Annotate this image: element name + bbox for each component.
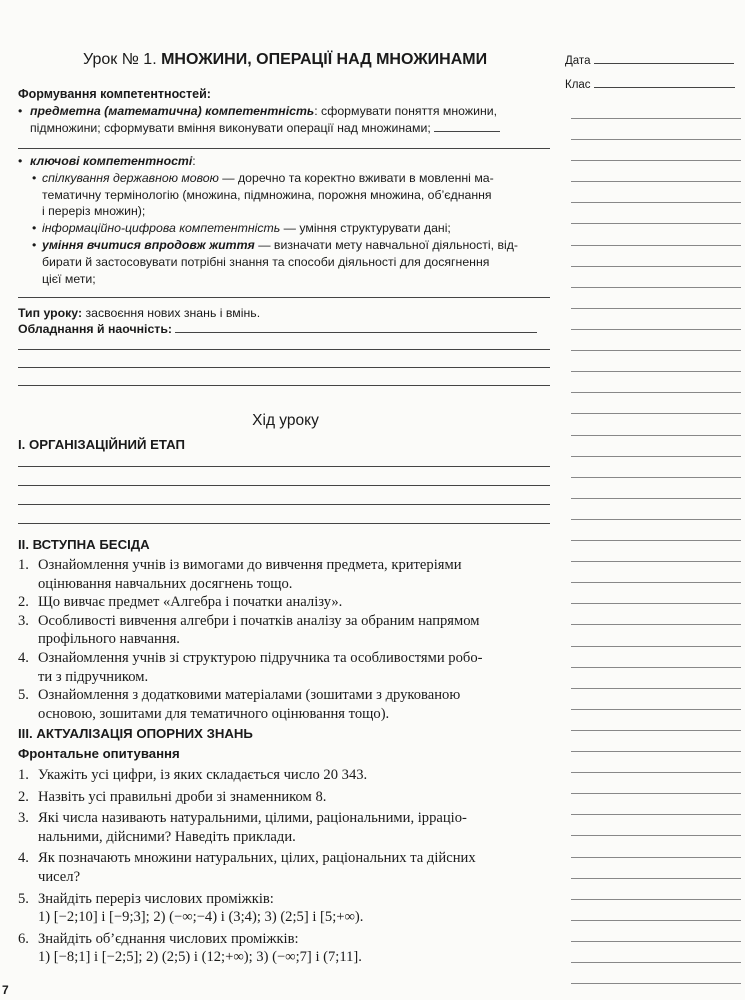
key-item-text: бирати й застосовувати потрібні знання та способи діяльності для досягнення — [42, 254, 490, 269]
list-item — [18, 612, 553, 649]
key-item-term: інформаційно-цифрова компетентність — [42, 221, 281, 236]
class-field — [565, 76, 735, 91]
note-line — [571, 139, 741, 140]
write-line — [18, 349, 550, 350]
list-item — [18, 788, 553, 807]
note-line — [571, 730, 741, 731]
note-line — [571, 561, 741, 562]
item-number: 3. — [18, 810, 29, 827]
write-line — [18, 485, 550, 486]
lesson-type — [18, 305, 553, 322]
key-item-term: уміння вчитися впродовж життя — [42, 237, 255, 252]
bullet-icon: • — [18, 103, 23, 118]
lesson-title — [83, 51, 487, 69]
key-item-text: і переріз множин); — [42, 204, 146, 219]
fill-line — [175, 322, 537, 333]
note-line — [571, 814, 741, 815]
item-text: Ознайомлення учнів зі структурою підручника та особливостями робо- — [38, 649, 483, 666]
list-item — [18, 686, 553, 723]
competencies-block — [18, 86, 553, 136]
item-number: 6. — [18, 930, 29, 947]
list-item — [18, 890, 553, 927]
item-text: Які числа називають натуральними, цілими, раціональними, ірраціо- — [38, 810, 467, 827]
item-text: 1) [−2;10] і [−9;3]; 2) (−∞;−4) і (3;4); 3) (2;5] і [5;+∞). — [38, 909, 364, 926]
item-number: 1. — [18, 557, 29, 573]
note-line — [571, 709, 741, 710]
date-label: Дата — [565, 55, 591, 67]
list-item — [18, 766, 553, 785]
write-line — [18, 148, 550, 149]
item-text: Особливості вивчення алгебри і початків аналізу за обраним напрямом — [38, 612, 480, 629]
note-line — [571, 202, 741, 203]
item-number: 4. — [18, 649, 29, 666]
note-line — [571, 308, 741, 309]
item-text: нальними, дійсними? Наведіть приклади. — [38, 828, 296, 845]
key-colon: : — [192, 154, 196, 168]
item-text: чисел? — [38, 868, 81, 885]
bullet-icon: • — [32, 170, 37, 185]
lesson-topic: МНОЖИНИ, ОПЕРАЦІЇ НАД МНОЖИНАМИ — [161, 51, 488, 68]
equipment — [18, 321, 553, 338]
note-line — [571, 245, 741, 246]
section-heading-2: II. ВСТУПНА БЕСІДА — [18, 537, 150, 552]
item-text: Знайдіть переріз числових проміжків: — [38, 890, 274, 907]
section-heading-3: III. АКТУАЛІЗАЦІЯ ОПОРНИХ ЗНАНЬ — [18, 726, 253, 741]
note-line — [571, 287, 741, 288]
subject-text-2: підмножини; сформувати вміння виконувати операції над множинами; — [30, 120, 431, 135]
fill-line — [434, 121, 500, 132]
note-line — [571, 582, 741, 583]
date-line — [594, 52, 734, 64]
item-number: 2. — [18, 788, 29, 805]
bullet-icon: • — [32, 237, 37, 252]
bullet-icon: • — [18, 154, 23, 168]
note-line — [571, 920, 741, 921]
item-number: 4. — [18, 850, 29, 867]
note-line — [571, 456, 741, 457]
note-line — [571, 899, 741, 900]
list-item — [18, 809, 553, 846]
item-text: Укажіть усі цифри, із яких складається число 20 343. — [38, 767, 368, 783]
list-item — [18, 930, 553, 967]
page-number: 7 — [2, 983, 9, 997]
note-line — [571, 350, 741, 351]
write-line — [18, 523, 550, 524]
note-line — [571, 688, 741, 689]
key-item-text: — визначати мету навчальної діяльності, від- — [254, 237, 518, 252]
note-line — [571, 519, 741, 520]
note-line — [571, 540, 741, 541]
item-number: 5. — [18, 687, 29, 704]
list-item — [18, 649, 553, 686]
item-number: 5. — [18, 890, 29, 907]
note-line — [571, 477, 741, 478]
item-number: 3. — [18, 612, 29, 629]
item-text: профільного навчання. — [38, 631, 180, 648]
note-line — [571, 392, 741, 393]
key-item — [32, 237, 553, 287]
class-line — [594, 76, 735, 88]
note-line — [571, 329, 741, 330]
note-line — [571, 667, 741, 668]
list-item — [18, 593, 553, 612]
note-line — [571, 413, 741, 414]
course-title: Хід уроку — [252, 412, 319, 429]
key-item — [32, 170, 553, 220]
note-line — [571, 835, 741, 836]
subject-text-1: : сформувати поняття множини, — [314, 103, 498, 118]
intro-list — [18, 556, 553, 723]
note-line — [571, 962, 741, 963]
class-label: Клас — [565, 79, 591, 91]
key-item-term: спілкування державною мовою — [42, 170, 219, 185]
item-text: Що вивчає предмет «Алгебра і початки аналізу». — [38, 594, 343, 611]
note-line — [571, 223, 741, 224]
item-text: ти з підручником. — [38, 668, 149, 685]
item-text: 1) [−8;1] і [−2;5]; 2) (2;5) і (12;+∞); 3) (−∞;7] і (7;11]. — [38, 949, 362, 966]
subject-competency — [18, 103, 553, 137]
subject-term: предметна (математична) компетентність — [30, 103, 315, 118]
key-term: ключові компетентності — [30, 154, 193, 168]
key-competencies — [18, 153, 553, 287]
note-line — [571, 603, 741, 604]
key-item-text: тематичну термінологію (множина, підмножина, порожня множина, об’єднання — [42, 187, 492, 202]
write-line — [18, 504, 550, 505]
bullet-icon: • — [32, 221, 37, 236]
note-line — [571, 878, 741, 879]
note-line — [571, 371, 741, 372]
list-item — [18, 849, 553, 886]
note-line — [571, 751, 741, 752]
key-item-text: цієї мети; — [42, 271, 96, 286]
key-item-text: — доречно та коректно вживати в мовленні ма- — [218, 170, 494, 185]
key-item-text: — уміння структурувати дані; — [280, 221, 451, 236]
write-line — [18, 367, 550, 368]
note-line — [571, 983, 741, 984]
key-item — [32, 220, 553, 237]
note-line — [571, 941, 741, 942]
note-line — [571, 793, 741, 794]
date-field — [565, 52, 734, 67]
note-line — [571, 624, 741, 625]
note-line — [571, 266, 741, 267]
equipment-label: Обладнання й наочність: — [18, 322, 172, 336]
note-line — [571, 498, 741, 499]
questions-list — [18, 766, 553, 967]
note-line — [571, 772, 741, 773]
item-number: 1. — [18, 767, 29, 783]
list-item — [18, 556, 553, 593]
note-line — [571, 857, 741, 858]
note-line — [571, 118, 741, 119]
section-heading-1: I. ОРГАНІЗАЦІЙНИЙ ЕТАП — [18, 437, 185, 452]
write-line — [18, 297, 550, 298]
item-text: Ознайомлення учнів із вимогами до вивчення предмета, критеріями — [38, 557, 462, 573]
note-line — [571, 435, 741, 436]
item-text: Знайдіть об’єднання числових проміжків: — [38, 930, 299, 947]
lesson-type-label: Тип уроку: — [18, 306, 83, 320]
subsection-heading: Фронтальне опитування — [18, 746, 180, 761]
item-number: 2. — [18, 594, 29, 611]
note-line — [571, 160, 741, 161]
write-line — [18, 385, 550, 386]
item-text: Ознайомлення з додатковими матеріалами (зошитами з друкованою — [38, 687, 461, 704]
lesson-number: Урок № 1. — [83, 51, 157, 68]
item-text: Як позначають множини натуральних, цілих, раціональних та дійсних — [38, 850, 476, 867]
note-line — [571, 646, 741, 647]
write-line — [18, 466, 550, 467]
lesson-type-value: засвоєння нових знань і вмінь. — [82, 306, 261, 320]
item-text: Назвіть усі правильні дроби зі знаменником 8. — [38, 788, 327, 805]
item-text: оцінювання навчальних досягнень тощо. — [38, 575, 293, 592]
note-line — [571, 181, 741, 182]
key-items — [18, 170, 553, 288]
competencies-heading: Формування компетентностей: — [18, 87, 211, 101]
item-text: основою, зошитами для тематичного оцінювання тощо). — [38, 705, 390, 722]
